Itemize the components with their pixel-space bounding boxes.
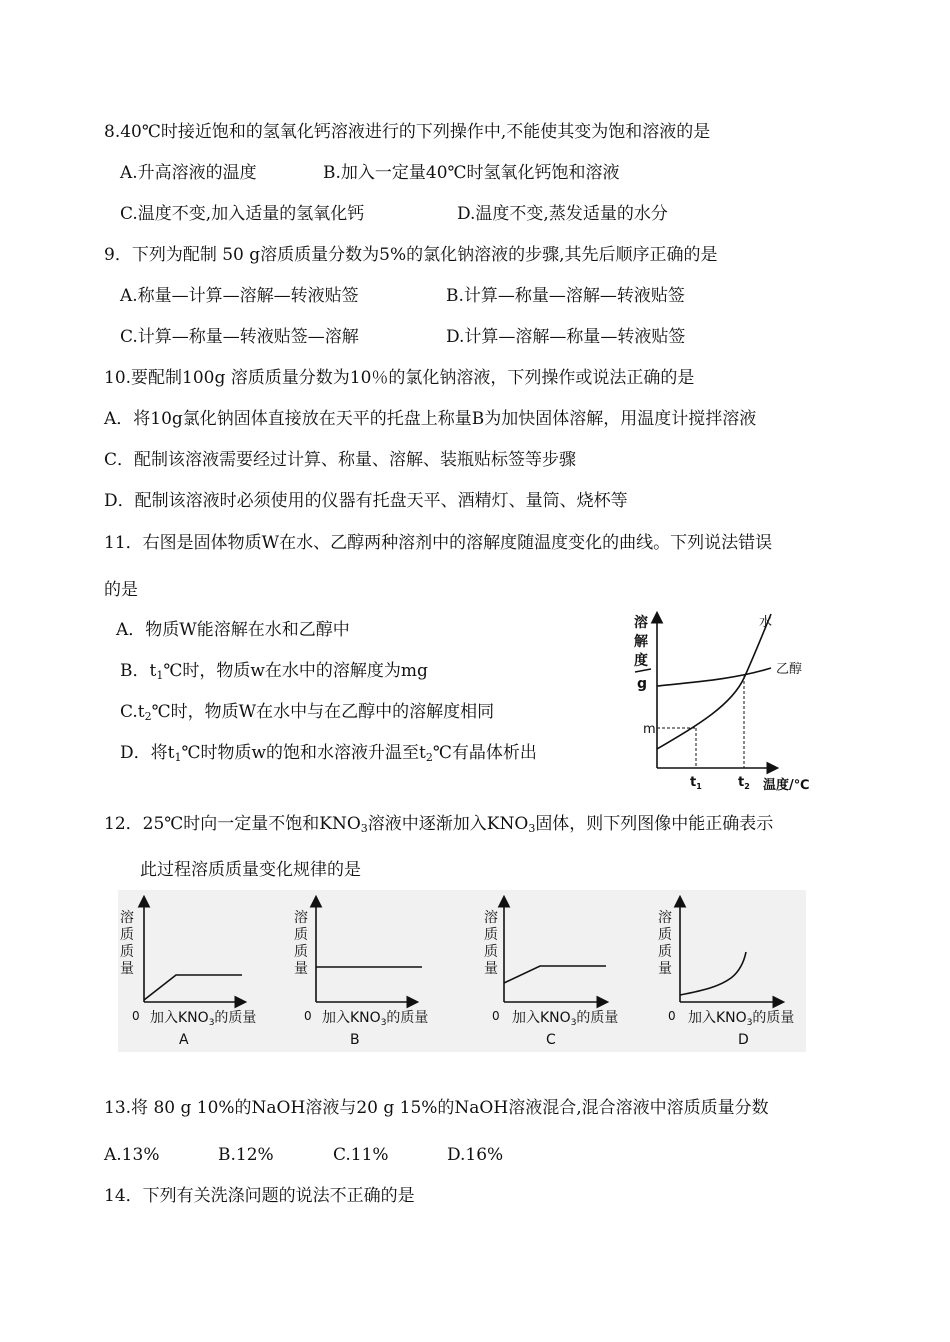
y-label-char: 质 [294,944,308,960]
unit-bar [635,669,651,672]
q8-option-b: B.加入一定量40℃时氢氧化钙饱和溶液 [323,163,620,183]
q12-stem: 12．25℃时向一定量不饱和$KNO_3$溶液中逐渐加入$KNO_3$固体，则下列图像中能正确表示 [104,814,774,835]
ethanol-label: 乙醇 [776,662,803,677]
x-label: 加入$KNO_3$的质量 [688,1010,795,1028]
water-label: 水 [759,615,773,630]
origin-label: 0 [668,1009,676,1023]
q14-stem: 14．下列有关洗涤问题的说法不正确的是 [104,1186,415,1206]
q12-stem-end: 此过程溶质质量变化规律的是 [140,860,361,880]
ethanol-curve [657,668,771,686]
curve [680,952,746,995]
t2-label: $t_2$ [738,775,750,791]
graph-letter: C [546,1032,556,1048]
q13-option-d: D.16% [447,1145,504,1165]
curve [144,975,242,1000]
graph-a [120,898,256,1048]
m-label: m [643,722,656,737]
y-label-char: 溶 [658,910,672,926]
q12-graphs-panel [118,890,806,1052]
y-label-char: 质 [294,927,308,943]
q13-option-a: A.13% [104,1145,160,1165]
q9-stem: 9．下列为配制 50 g溶质质量分数为5%的氯化钠溶液的步骤,其先后顺序正确的是 [104,245,718,265]
q10-option-a: A．将10g氯化钠固体直接放在天平的托盘上称量B为加快固体溶解，用温度计搅拌溶液 [104,409,757,429]
y-label-char: 质 [484,944,498,960]
q13-option-b: B.12% [218,1145,274,1165]
q9-option-b: B.计算—称量—溶解—转液贴签 [446,286,685,306]
y-unit: g [637,676,648,692]
q8-option-c: C.温度不变,加入适量的氢氧化钙 [120,204,365,224]
y-label-char: 溶 [484,910,498,926]
y-label-char: 质 [658,927,672,943]
x-label: 加入$KNO_3$的质量 [150,1010,257,1028]
graph-c [484,898,618,1048]
q12-graphs [118,890,806,1052]
q8-stem: 8.40℃时接近饱和的氢氧化钙溶液进行的下列操作中,不能使其变为饱和溶液的是 [104,122,711,142]
y-label-char: 量 [120,961,134,977]
y-label-char: 量 [484,961,498,977]
y-label-char: 质 [120,927,134,943]
q11-option-b: B．$t_1℃$时，物质w在水中的溶解度为mg [120,661,428,682]
y-label-char: 质 [658,944,672,960]
q8-option-d: D.温度不变,蒸发适量的水分 [457,204,668,224]
x-label: 温度/℃ [763,778,810,793]
q9-option-c: C.计算—称量—转液贴签—溶解 [120,327,359,347]
y-label-char: 量 [294,961,308,977]
y-label-char: 质 [484,927,498,943]
q11-option-a: A．物质W能溶解在水和乙醇中 [116,620,350,640]
graph-b [294,898,428,1048]
y-label-char: 溶 [294,910,308,926]
graph-letter: A [179,1032,189,1048]
x-label: 加入$KNO_3$的质量 [512,1010,619,1028]
q11-option-c: $C.t_2℃$时，物质W在水中与在乙醇中的溶解度相同 [120,702,495,723]
q11-stem: 11．右图是固体物质W在水、乙醇两种溶剂中的溶解度随温度变化的曲线。下列说法错误 [104,533,773,553]
q10-stem: 10.要配制100g 溶质质量分数为10％的氯化钠溶液，下列操作或说法正确的是 [104,368,695,388]
q11-option-d: D．将$t_1℃$时物质w的饱和水溶液升温至$t_2℃$有晶体析出 [120,743,537,764]
origin-label: 0 [492,1009,500,1023]
q9-option-d: D.计算—溶解—称量—转液贴签 [446,327,686,347]
q10-option-c: C．配制该溶液需要经过计算、称量、溶解、装瓶贴标签等步骤 [104,450,577,470]
y-label-char: 度 [634,653,648,669]
q8-option-a: A.升高溶液的温度 [120,163,257,183]
curve [504,966,606,983]
y-label-char: 解 [634,634,648,650]
graph-d [658,898,794,1048]
q13-stem: 13.将 80 g 10%的NaOH溶液与20 g 15%的NaOH溶液混合,混合溶液中溶质质量分数 [104,1098,769,1118]
origin-label: 0 [304,1009,312,1023]
x-label: 加入$KNO_3$的质量 [322,1010,429,1028]
y-label-char: 量 [658,961,672,977]
solubility-figure [626,606,826,796]
graph-letter: B [350,1032,360,1048]
q9-option-a: A.称量—计算—溶解—转液贴签 [120,286,359,306]
y-label-char: 质 [120,944,134,960]
q13-option-c: C.11% [333,1145,389,1165]
origin-label: 0 [132,1009,140,1023]
y-label-char: 溶 [120,910,134,926]
y-label-char: 溶 [634,615,648,631]
graph-letter: D [738,1032,749,1048]
t1-label: $t_1$ [690,775,702,791]
water-curve [657,614,771,749]
q11-stem-end: 的是 [104,580,138,600]
q10-option-d: D．配制该溶液时必须使用的仪器有托盘天平、酒精灯、量筒、烧杯等 [104,491,628,511]
